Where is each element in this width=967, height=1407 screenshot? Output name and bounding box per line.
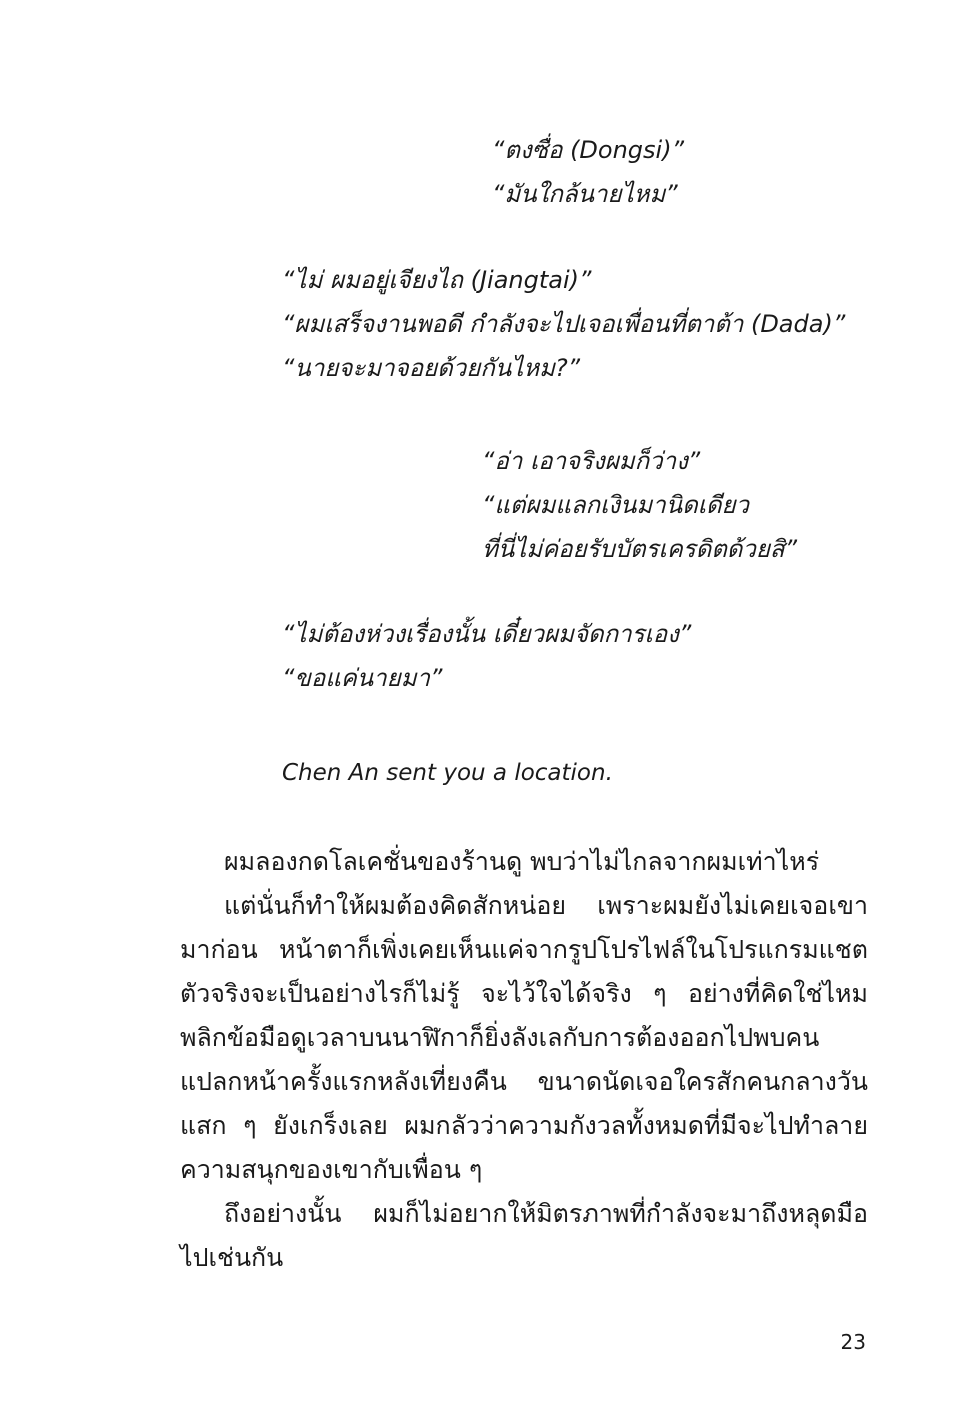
dialogue-group-4 xyxy=(282,612,691,700)
dialogue-line: “ตงซื่อ (Dongsi)” xyxy=(492,136,685,164)
dialogue-line: “อ่า เอาจริงผมก็ว่าง” xyxy=(482,447,701,475)
system-message: Chen An sent you a location. xyxy=(282,760,613,786)
dialogue-line: “นายจะมาจอยด้วยกันไหม?” xyxy=(282,354,581,382)
dialogue-line: “ไม่ ผมอยู่เจียงไถ (Jiangtai)” xyxy=(282,266,592,294)
dialogue-line: ที่นี่ไม่ค่อยรับบัตรเครดิตด้วยสิ” xyxy=(482,535,798,563)
dialogue-line: “มันใกล้นายไหม” xyxy=(492,180,678,208)
dialogue-line: “ขอแค่นายมา” xyxy=(282,664,443,692)
dialogue-group-1 xyxy=(492,128,684,216)
paragraph: แต่นั่นก็ทำให้ผมต้องคิดสักหน่อย เพราะผมยังไม่เคยเจอเขามาก่อน หน้าตาก็เพิ่งเคยเห็นแค่จากรูปโปรไฟล์ในโปรแกรมแชต ตัวจริงจะเป็นอย่างไรก็ไม่รู้ จะไว้ใจได้จริง ๆ อย่างที่คิดใช่ไหม พลิกข้อมือดูเวลาบนนาฬิกาก็ยิ่งลังเลกับการต้องออกไปพบคนแปลกหน้าครั้งแรกหลังเที่ยงคืน ขนาดนัดเจอใครสักคนกลางวันแสก ๆ ยังเกร็งเลย ผมกลัวว่าความกังวลทั้งหมดที่มีจะไปทำลายความสนุกของเขากับเพื่อน ๆ xyxy=(180,891,868,1184)
dialogue-line: “ผมเสร็จงานพอดี กำลังจะไปเจอเพื่อนที่ตาต้า (Dada)” xyxy=(282,310,846,338)
paragraph: ผมลองกดโลเคชั่นของร้านดู พบว่าไม่ไกลจากผมเท่าไหร่ xyxy=(224,847,820,876)
dialogue-line: “ไม่ต้องห่วงเรื่องนั้น เดี๋ยวผมจัดการเอง” xyxy=(282,620,692,648)
dialogue-group-2 xyxy=(282,258,845,390)
dialogue-group-3 xyxy=(482,439,797,571)
dialogue-line: “แต่ผมแลกเงินมานิดเดียว xyxy=(482,491,750,519)
body-text xyxy=(180,840,868,1280)
paragraph: ถึงอย่างนั้น ผมก็ไม่อยากให้มิตรภาพที่กำลังจะมาถึงหลุดมือไปเช่นกัน xyxy=(180,1199,868,1272)
page-number: 23 xyxy=(840,1330,866,1354)
